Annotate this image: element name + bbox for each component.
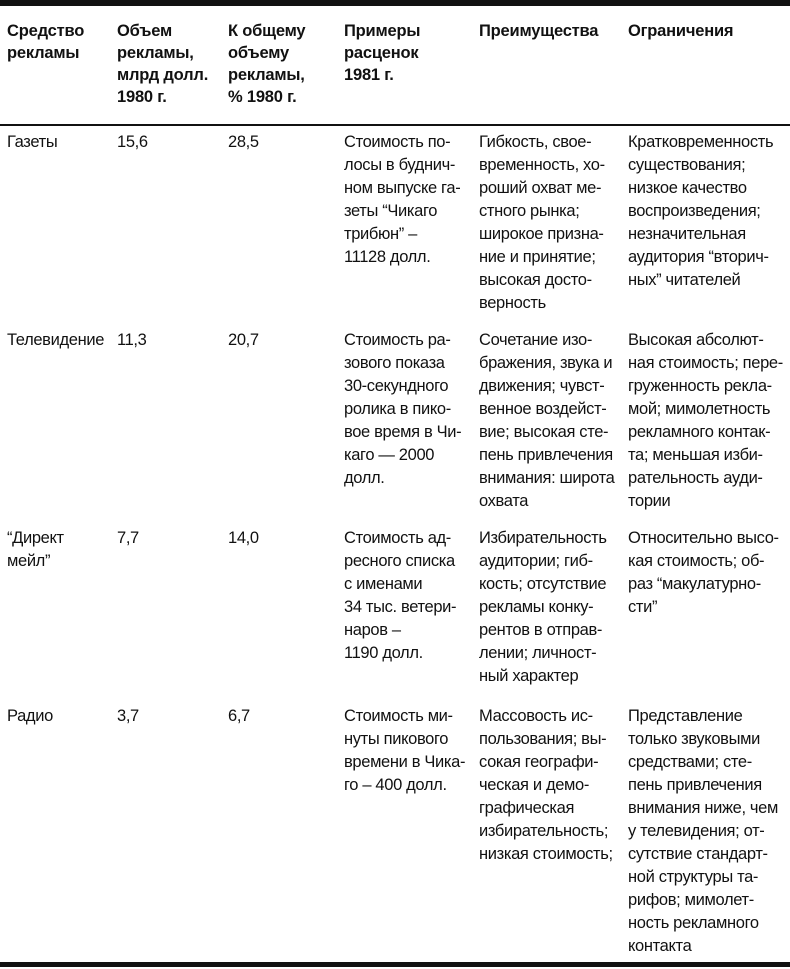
cell-volume: 7,7 <box>117 529 139 547</box>
cell-volume: 3,7 <box>117 707 139 725</box>
header-medium: Средство рекламы <box>7 22 85 62</box>
cell-share: 20,7 <box>228 331 259 349</box>
cell-volume: 11,3 <box>117 331 147 349</box>
cell-price: Стоимость ра- зового показа 30-секундного ролика в пико- вое время в Чи- каго — 2000 долл. <box>344 331 462 487</box>
cell-price: Стоимость ми- нуты пикового времени в Чика- го – 400 долл. <box>344 707 466 794</box>
table-bottom-rule <box>0 962 790 967</box>
cell-volume: 15,6 <box>117 133 148 151</box>
cell-price: Стоимость по- лосы в буднич- ном выпуске га- зеты “Чикаго трибюн” – 11128 долл. <box>344 133 461 266</box>
cell-advantages: Избирательность аудитории; гиб- кость; отсутствие рекламы конку- рентов в отправ- лении; личност- ный характер <box>479 529 607 685</box>
cell-medium: Газеты <box>7 133 58 151</box>
cell-limitations: Относительно высо- кая стоимость; об- раз “макулатурно- сти” <box>628 529 779 616</box>
cell-advantages: Массовость ис- пользования; вы- сокая географи- ческая и демо- графическая избирательность; низкая стоимость; <box>479 707 613 863</box>
cell-price: Стоимость ад- ресного списка с именами 34 тыс. ветери- наров – 1190 долл. <box>344 529 457 662</box>
cell-share: 14,0 <box>228 529 259 547</box>
cell-advantages: Гибкость, свое- временность, хо- роший охват ме- стного рынка; широкое призна- ние и принятие; высокая досто- верность <box>479 133 605 312</box>
header-share: К общему объему рекламы, % 1980 г. <box>228 22 306 106</box>
table-top-rule <box>0 0 790 6</box>
cell-limitations: Высокая абсолют- ная стоимость; пере- груженность рекла- мой; мимолетность рекламного контак- та; меньшая изби- рательность ауди- тории <box>628 331 783 510</box>
header-rule <box>0 124 790 126</box>
cell-share: 6,7 <box>228 707 250 725</box>
header-limitations: Ограничения <box>628 22 734 40</box>
cell-limitations: Кратковременность существования; низкое качество воспроизведения; незначительная аудитория “вторич- ных” читателей <box>628 133 774 289</box>
header-price-examples: Примеры расценок 1981 г. <box>344 22 421 84</box>
cell-limitations: Представление только звуковыми средствами; сте- пень привлечения внимания ниже, чем у телевидения; от- сутствие стандарт- ной структуры та- рифов; мимолет- ность рекламного контакта <box>628 707 778 955</box>
cell-advantages: Сочетание изо- бражения, звука и движения; чувст- венное воздейст- вие; высокая сте- пень привлечения внимания: широта охвата <box>479 331 615 510</box>
header-volume: Объем рекламы, млрд долл. 1980 г. <box>117 22 209 106</box>
cell-medium: Радио <box>7 707 53 725</box>
cell-medium: Телевидение <box>7 331 105 349</box>
cell-share: 28,5 <box>228 133 259 151</box>
header-advantages: Преимущества <box>479 22 599 40</box>
cell-medium: “Директ мейл” <box>7 529 64 570</box>
